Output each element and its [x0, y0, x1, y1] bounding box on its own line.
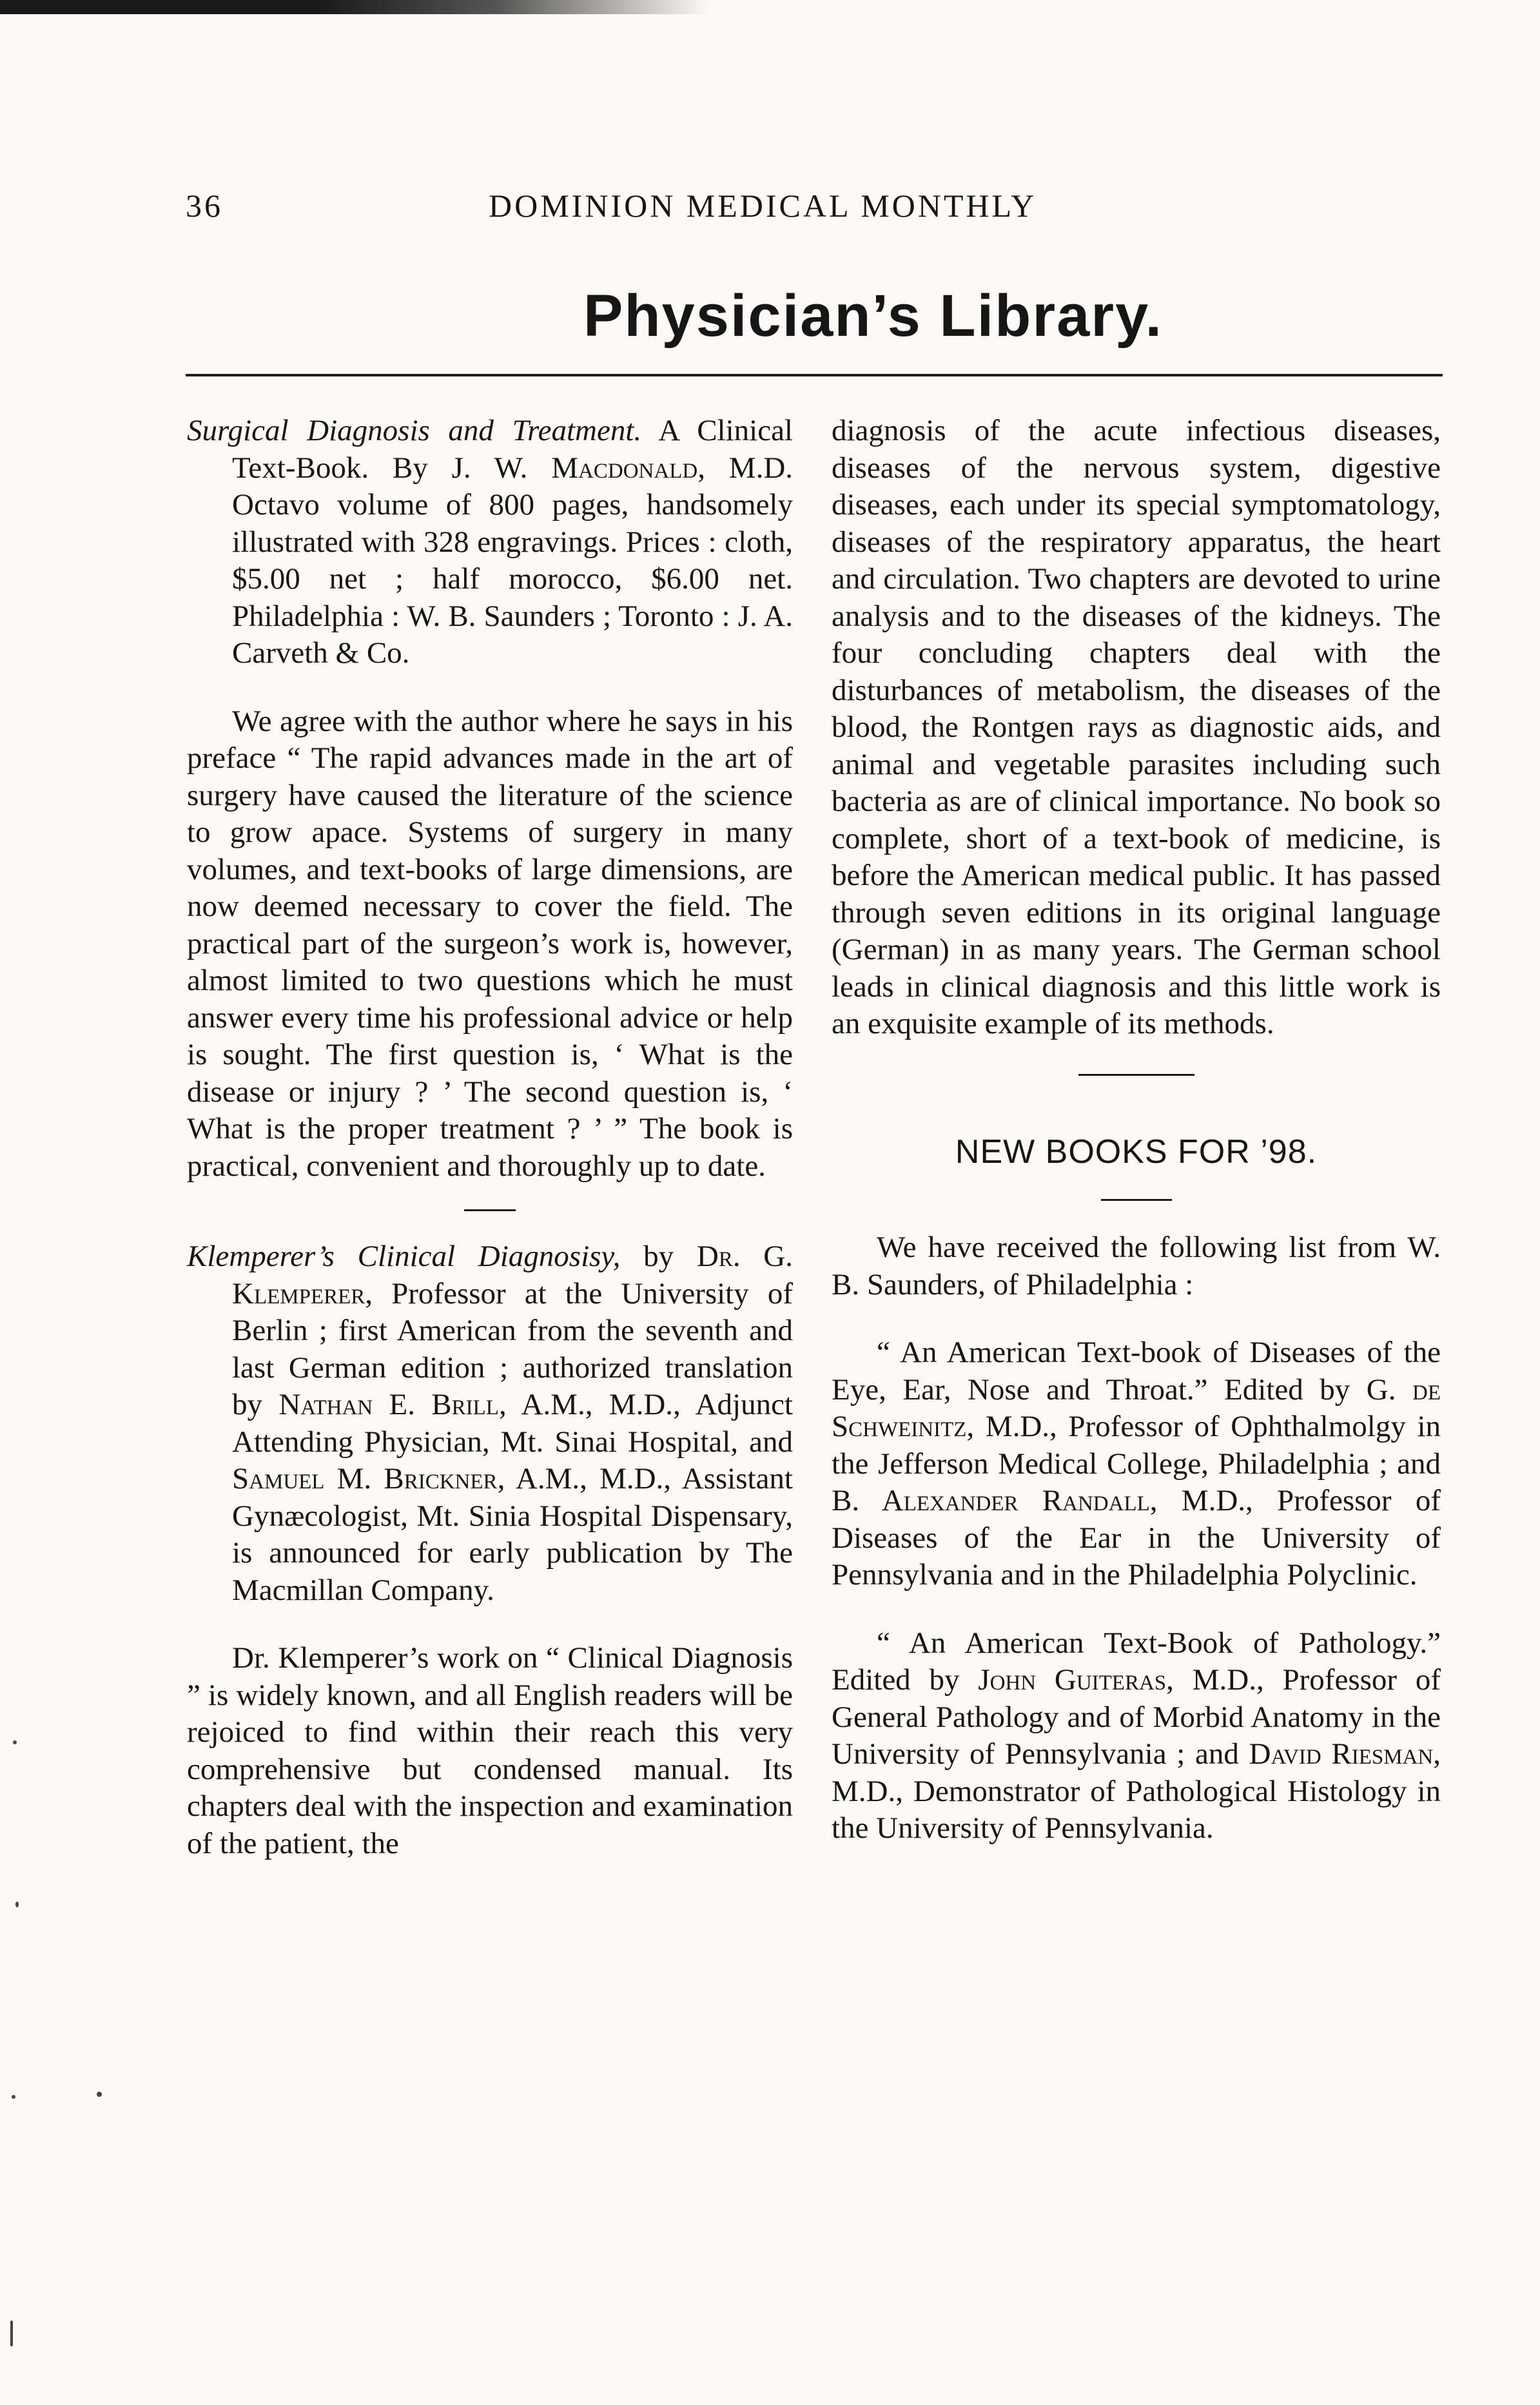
heading-divider: [1101, 1199, 1172, 1201]
listing-text: , M.D., Professor of Ophthalmolgy in the Jefferson Medical College, Philadelphia ; and: [832, 1410, 1441, 1481]
author-name: Dr. G. Klemperer: [232, 1240, 793, 1310]
editor-name: John Guiteras: [978, 1663, 1167, 1697]
translator-name: Nathan E. Brill: [278, 1388, 499, 1421]
paragraph-gap: [832, 1594, 1441, 1625]
left-column: [187, 413, 793, 1862]
page-number: 36: [186, 188, 223, 224]
scan-speck: [97, 2092, 102, 2097]
section-divider: [1078, 1074, 1194, 1076]
paragraph-gap: [832, 1303, 1441, 1334]
right-column: [832, 413, 1441, 1847]
listing-text: , M.D., Professor of General Pathology and of Morbid Anatomy in the University of Pennsylvania ; and: [832, 1663, 1441, 1771]
entry-text: by: [620, 1240, 697, 1273]
review-paragraph: We agree with the author where he says in his preface “ The rapid advances made in the art of surgery have caused the literature of the science to grow apace. Systems of surgery in many volumes, and text-books of large dimensions, are now deemed necessary to cover the field. The practical part of the surgeon’s work is, however, almost limited to two questions which he must answer every time his professional advice or help is sought. The first question is, ‘ What is the disease or injury ? ’ The second question is, ‘ What is the proper treatment ? ’ ” The book is practical, convenient and thoroughly up to date.: [187, 704, 793, 1183]
author-name: Macdonald: [551, 451, 698, 485]
book-entry-klemperer: [187, 1238, 793, 1609]
section-divider: [464, 1209, 516, 1211]
listing-text: , M.D., Demonstrator of Pathological Histology in the University of Pennsylvania.: [832, 1737, 1441, 1845]
paragraph-gap: [187, 1609, 793, 1640]
entry-text: A Clinical Text-Book. By J. W.: [232, 414, 793, 485]
listing-text: “ An American Text-book of Diseases of the Eye, Ear, Nose and Throat.” Edited by: [832, 1336, 1441, 1407]
new-books-heading: NEW BOOKS FOR ’98.: [955, 1133, 1318, 1171]
entry-text: , Professor at the University of Berlin ; first American from the seventh and last German edition ; authorized translation by: [232, 1276, 793, 1421]
scan-speck: [12, 2095, 15, 2099]
book-entry-surgical-diagnosis: [187, 413, 793, 672]
scan-speck: [10, 2321, 13, 2346]
title-rule: [186, 374, 1443, 376]
translator-name: Samuel M. Brickner: [232, 1462, 498, 1495]
editor-name: B. Alexander Randall: [832, 1484, 1150, 1517]
scan-edge-artifact: [0, 0, 709, 14]
editor-name: David Riesman: [1249, 1737, 1434, 1771]
section-title: Physician’s Library.: [583, 283, 1164, 349]
listing-text: “ An American Text-Book of Pathology.” Edited by: [832, 1626, 1441, 1697]
scan-speck: [13, 1740, 17, 1744]
intro-paragraph: We have received the following list from W. B. Saunders, of Philadelphia :: [832, 1231, 1441, 1301]
entry-text: , M.D. Octavo volume of 800 pages, handsomely illustrated with 328 engravings. Prices : cloth, $5.00 net ; half morocco, $6.00 net. Philadelphia : W. B. Saunders ; Toronto : J. A. Carveth & Co.: [232, 451, 794, 670]
review-paragraph: Dr. Klemperer’s work on “ Clinical Diagnosis ” is widely known, and all English readers will be rejoiced to find within their reach this very comprehensive but condensed manual. Its chapters deal with the inspection and examination of the patient, the: [187, 1641, 793, 1860]
entry-text: , A.M., M.D., Assistant Gynæcologist, Mt. Sinia Hospital Dispensary, is announced for early publication by The Macmillan Company.: [232, 1462, 793, 1607]
book-listing: [832, 1334, 1441, 1594]
entry-text: , A.M., M.D., Adjunct Attending Physician, Mt. Sinai Hospital, and: [232, 1388, 793, 1459]
book-listing: [832, 1625, 1441, 1847]
paragraph-gap: [187, 672, 793, 703]
editor-name: G. de Schweinitz: [832, 1372, 1441, 1443]
listing-text: , M.D., Professor of Diseases of the Ear in the University of Pennsylvania and in the Philadelphia Polyclinic.: [832, 1484, 1441, 1592]
book-title: Klemperer’s Clinical Diagnosisy,: [187, 1240, 621, 1273]
running-header: [186, 187, 1462, 239]
scan-speck: [15, 1902, 19, 1907]
journal-title: DOMINION MEDICAL MONTHLY: [489, 188, 1037, 224]
review-paragraph-continued: diagnosis of the acute infectious diseases, diseases of the nervous system, digestive diseases, each under its special symptomatology, diseases of the respiratory apparatus, the heart and circulation. Two chapters are devoted to urine analysis and to the diseases of the kidneys. The four concluding chapters deal with the disturbances of metabolism, the diseases of the blood, the Rontgen rays as diagnostic aids, and animal and vegetable parasites including such bacteria as are of clinical importance. No book so complete, short of a text-book of medicine, is before the American medical public. It has passed through seven editions in its original language (German) in as many years. The German school leads in clinical diagnosis and this little work is an exquisite example of its methods.: [832, 414, 1441, 1040]
book-title: Surgical Diagnosis and Treatment.: [187, 414, 642, 447]
